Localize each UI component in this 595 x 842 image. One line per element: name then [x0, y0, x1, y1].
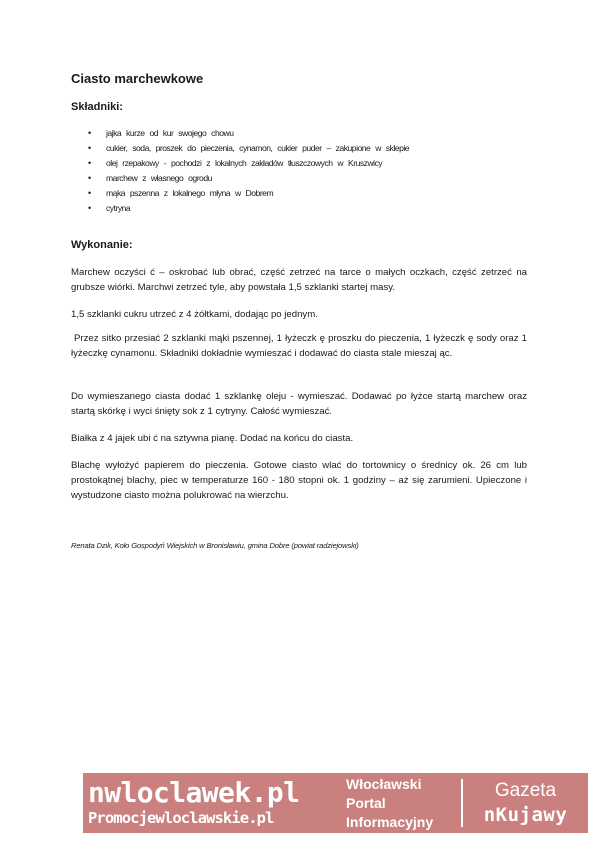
method-step: Blachę wyłożyć papierem do pieczenia. Gotowe ciasto wlać do tortownicy o średnicy ok. 26 cm lub prostokątnej blachy, piec w temperaturze 160 - 180 stopni ok. 1 godziny – aż się zarumieni. Upieczone i wystudzone ciasto można polukrować na wierzchu. — [71, 460, 527, 501]
method-step: Białka z 4 jajek ubi ć na sztywna pianę. Dodać na końcu do ciasta. — [71, 433, 354, 444]
recipe-title: Ciasto marchewkowe — [71, 71, 204, 86]
method-step: Marchew oczyści ć – oskrobać lub obrać, część zetrzeć na tarce o małych oczkach, część zetrzeć na grubsze wiórki. Marchwi zetrzeć tyle, aby powstała 1,5 szklanki startej masy. — [71, 267, 527, 293]
ingredients-heading: Składniki: — [71, 101, 123, 113]
method-step: 1,5 szklanki cukru utrzeć z 4 żółtkami, dodając po jednym. — [71, 309, 318, 320]
ingredient-item: • cytryna — [88, 201, 409, 216]
footer-banner[interactable] — [83, 773, 588, 833]
portal-description — [340, 773, 461, 833]
gazeta-label: Gazeta — [494, 780, 557, 801]
portal-line: Informacyjny — [346, 813, 434, 830]
ingredient-item: • mąka pszenna z lokalnego młyna w Dobrem — [88, 186, 409, 201]
gazeta-logo[interactable] — [463, 773, 588, 833]
ingredient-item: • cukier, soda, proszek do pieczenia, cynamon, cukier puder – zakupione w sklepie — [88, 141, 409, 156]
ingredient-item: • marchew z własnego ogrodu — [88, 171, 409, 186]
gazeta-name: nKujawy — [483, 804, 568, 826]
ingredient-item: • jajka kurze od kur swojego chowu — [88, 126, 409, 141]
portal-line: Portal — [346, 794, 386, 811]
method-step: Przez sitko przesiać 2 szklanki mąki pszennej, 1 łyżeczk ę proszku do pieczenia, 1 łyżeczk ę sody oraz 1 łyżeczkę cynamonu. Składniki dokładnie wymieszać i dodawać do ciasta stale mieszaj ąc. — [71, 333, 527, 359]
ingredients-list — [88, 126, 409, 216]
portal-logo[interactable] — [83, 773, 340, 833]
site-domain-text: nwloclawek.pl — [88, 776, 300, 809]
portal-line: Włocławski — [346, 775, 422, 792]
method-heading: Wykonanie: — [71, 239, 133, 251]
recipe-author: Renata Dzik, Koło Gospodyń Wiejskich w Bronisławiu, gmina Dobre (powiat radziejowski) — [71, 541, 359, 550]
promo-domain-text: Promocjewloclawskie.pl — [88, 809, 274, 827]
method-step: Do wymieszanego ciasta dodać 1 szklankę oleju - wymieszać. Dodawać po łyżce startą marchew oraz startą skórkę i wyci śnięty sok z 1 cytryny. Całość wymieszać. — [71, 391, 527, 417]
ingredient-item: • olej rzepakowy - pochodzi z lokalnych zakładów tłuszczowych w Kruszwicy — [88, 156, 409, 171]
